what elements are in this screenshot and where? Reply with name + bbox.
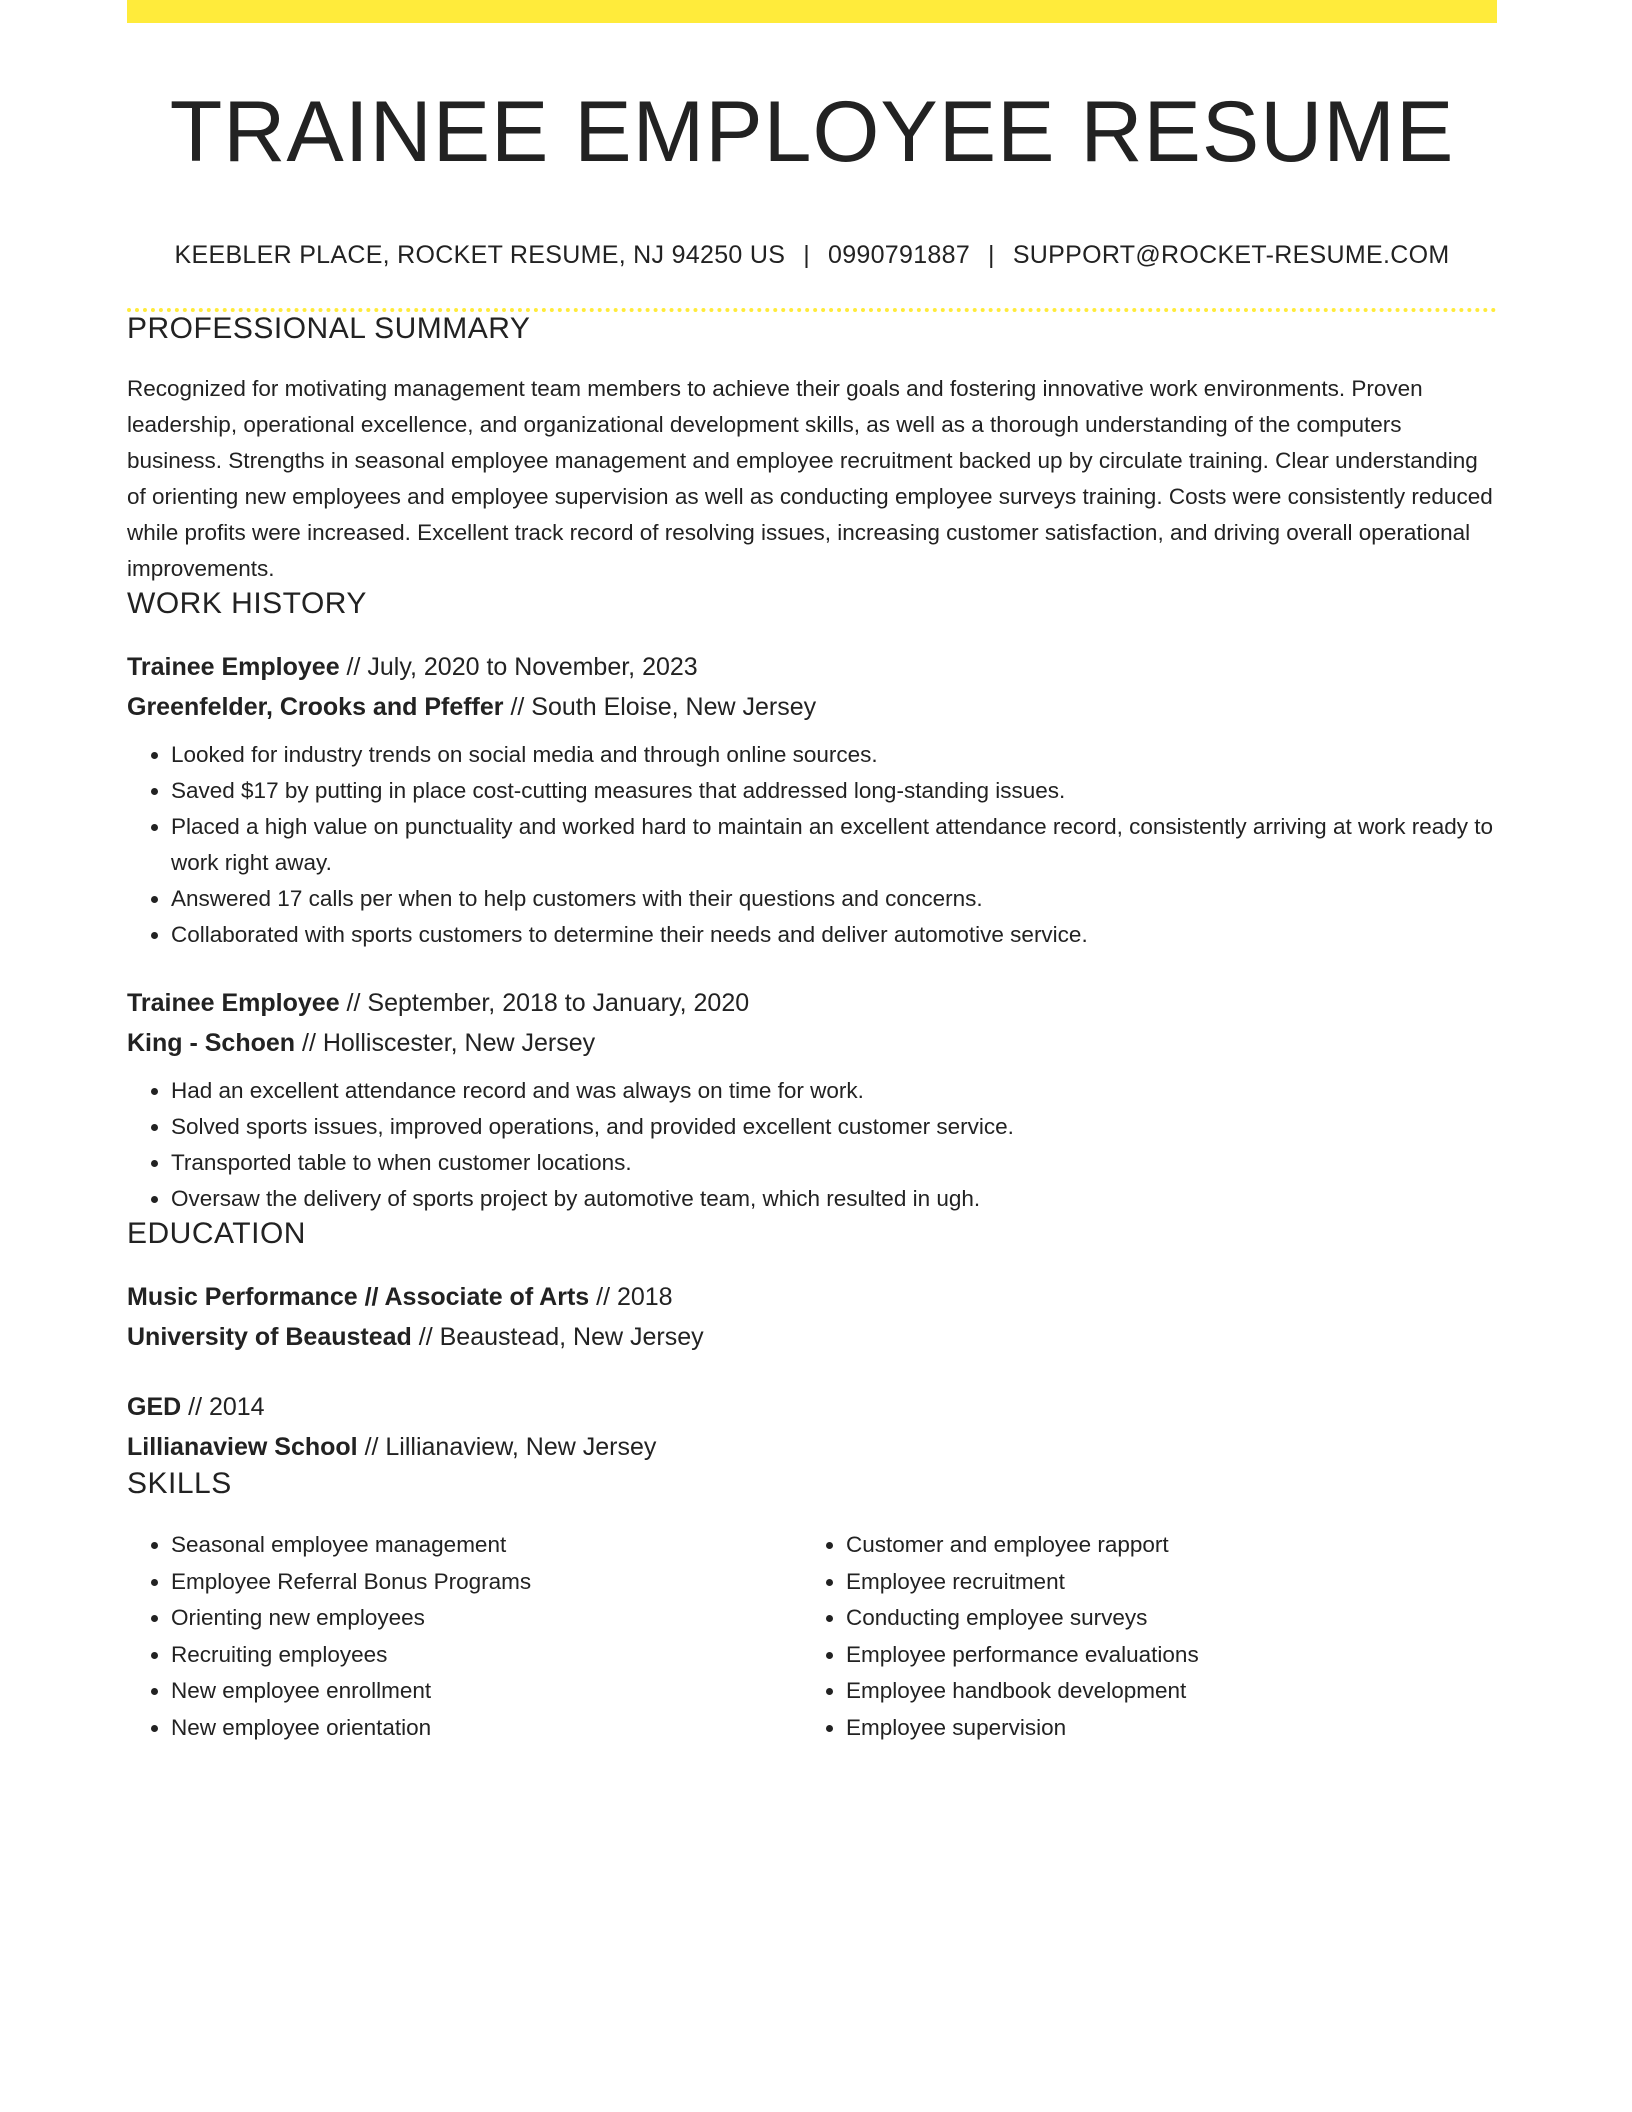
education-degree-line <box>127 1387 1497 1427</box>
contact-phone: 0990791887 <box>827 241 971 270</box>
job-bullet: • Oversaw the delivery of sports project by automotive team, which resulted in ugh. <box>171 1181 1497 1217</box>
education-school-line <box>127 1427 1497 1467</box>
skill-item: • Employee supervision <box>846 1710 1477 1747</box>
contact-separator: | <box>803 241 810 270</box>
education-heading: EDUCATION <box>127 1217 306 1251</box>
job-dates: // July, 2020 to November, 2023 <box>339 653 698 682</box>
job-company-line <box>127 687 1497 727</box>
job-title-line <box>127 983 1497 1023</box>
job-company: Greenfelder, Crooks and Pfeffer <box>127 693 504 722</box>
contact-separator: | <box>988 241 995 270</box>
skills-heading: SKILLS <box>127 1467 232 1501</box>
education-location: // Lillianaview, New Jersey <box>357 1433 657 1462</box>
job-bullets <box>127 1073 1497 1217</box>
resume-page <box>127 0 1497 1746</box>
job-bullet: • Collaborated with sports customers to determine their needs and deliver automotive service. <box>171 917 1497 953</box>
contact-email: SUPPORT@ROCKET-RESUME.COM <box>1012 241 1450 270</box>
job-bullet: • Saved $17 by putting in place cost-cutting measures that addressed long-standing issues. <box>171 773 1497 809</box>
education-entry <box>127 1277 1497 1357</box>
skill-item: • New employee orientation <box>171 1710 802 1747</box>
education-school: Lillianaview School <box>127 1433 358 1462</box>
skill-item: • New employee enrollment <box>171 1673 802 1710</box>
skills-list-right <box>802 1527 1477 1746</box>
education-location: // Beaustead, New Jersey <box>411 1323 704 1352</box>
job-company-line <box>127 1023 1497 1063</box>
education-degree-line <box>127 1277 1497 1317</box>
education-year: // 2018 <box>589 1283 673 1312</box>
skill-item: • Seasonal employee management <box>171 1527 802 1564</box>
skill-item: • Customer and employee rapport <box>846 1527 1477 1564</box>
skills-columns <box>127 1527 1497 1746</box>
job-bullet: • Transported table to when customer locations. <box>171 1145 1497 1181</box>
job-bullets <box>127 737 1497 953</box>
skill-item: • Employee handbook development <box>846 1673 1477 1710</box>
job-bullet: • Placed a high value on punctuality and worked hard to maintain an excellent attendance record, consistently arriving at work ready to work right away. <box>171 809 1497 881</box>
education-entry <box>127 1387 1497 1467</box>
summary-text: Recognized for motivating management team members to achieve their goals and fostering innovative work environments. Proven leadership, operational excellence, and organizational development skills, as well as a thorough understanding of the computers business. Strengths in seasonal employee management and employee recruitment backed up by circulate training. Clear understanding of orienting new employees and employee supervision as well as conducting employee surveys training. Costs were consistently reduced while profits were increased. Excellent track record of resolving issues, increasing customer satisfaction, and driving overall operational improvements. <box>127 376 1493 582</box>
education-school: University of Beaustead <box>127 1323 412 1352</box>
skill-item: • Recruiting employees <box>171 1637 802 1674</box>
job-entry <box>127 983 1497 1217</box>
skill-item: • Employee Referral Bonus Programs <box>171 1564 802 1601</box>
job-role: Trainee Employee <box>127 653 340 682</box>
skill-item: • Employee performance evaluations <box>846 1637 1477 1674</box>
education-degree: GED <box>127 1393 182 1422</box>
job-bullet: • Looked for industry trends on social media and through online sources. <box>171 737 1497 773</box>
job-bullet: • Solved sports issues, improved operations, and provided excellent customer service. <box>171 1109 1497 1145</box>
education-year: // 2014 <box>181 1393 265 1422</box>
contact-address: KEEBLER PLACE, ROCKET RESUME, NJ 94250 US <box>174 241 786 270</box>
job-entry <box>127 647 1497 953</box>
resume-title: TRAINEE EMPLOYEE RESUME <box>169 84 1455 180</box>
skill-item: • Orienting new employees <box>171 1600 802 1637</box>
skill-item: • Conducting employee surveys <box>846 1600 1477 1637</box>
job-role: Trainee Employee <box>127 989 340 1018</box>
contact-line <box>127 241 1497 270</box>
job-location: // South Eloise, New Jersey <box>503 693 817 722</box>
accent-bar <box>127 0 1497 23</box>
job-bullet: • Had an excellent attendance record and was always on time for work. <box>171 1073 1497 1109</box>
education-school-line <box>127 1317 1497 1357</box>
job-bullet: • Answered 17 calls per when to help customers with their questions and concerns. <box>171 881 1497 917</box>
skill-item: • Employee recruitment <box>846 1564 1477 1601</box>
job-location: // Holliscester, New Jersey <box>295 1029 596 1058</box>
skills-list-left <box>127 1527 802 1746</box>
summary-heading: PROFESSIONAL SUMMARY <box>127 312 531 346</box>
job-company: King - Schoen <box>127 1029 296 1058</box>
education-degree: Music Performance // Associate of Arts <box>127 1283 590 1312</box>
job-dates: // September, 2018 to January, 2020 <box>339 989 750 1018</box>
job-title-line <box>127 647 1497 687</box>
work-history-heading: WORK HISTORY <box>127 587 367 621</box>
